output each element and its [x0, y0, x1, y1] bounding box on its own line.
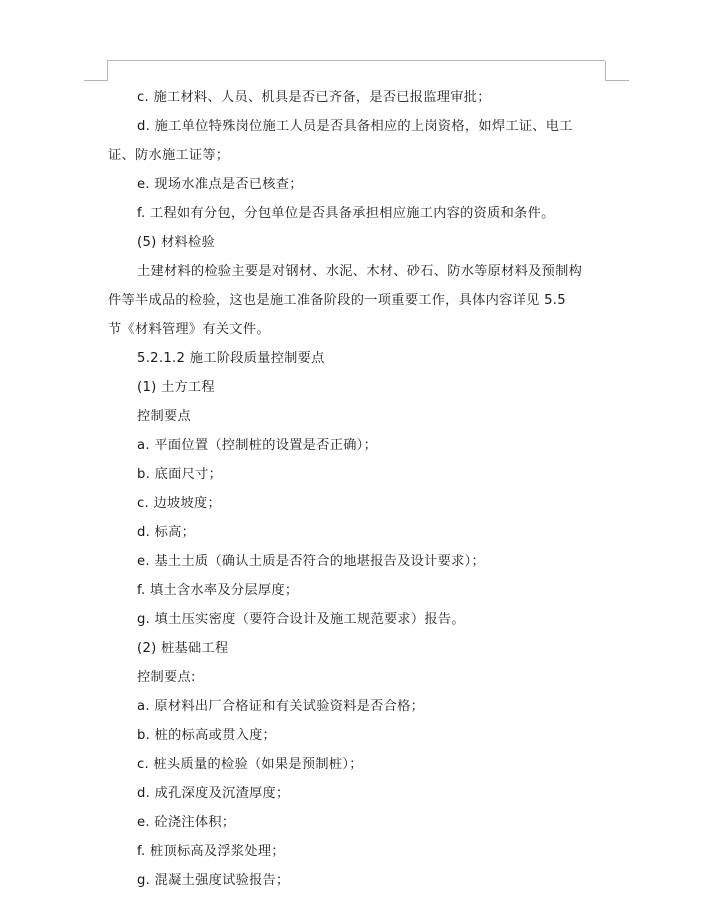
list-item: g. 填土压实密度（要符合设计及施工规范要求）报告。: [137, 612, 465, 627]
text-line: c. 施工材料、人员、机具是否已齐备，是否已报监理审批；: [137, 90, 491, 105]
list-item: b. 桩的标高或贯入度；: [137, 728, 277, 743]
section-heading: 5.2.1.2 施工阶段质量控制要点: [137, 351, 325, 366]
page-top-border: [107, 60, 605, 61]
list-item: c. 桩头质量的检验（如果是预制桩）；: [137, 757, 363, 772]
list-item: f. 填土含水率及分层厚度；: [137, 583, 299, 598]
list-item: e. 基土土质（确认土质是否符合的地堪报告及设计要求）；: [137, 554, 485, 569]
text-line: 节《材料管理》有关文件。: [108, 322, 270, 337]
section-heading: (5) 材料检验: [137, 235, 216, 250]
list-item: a. 原材料出厂合格证和有关试验资料是否合格；: [137, 699, 425, 714]
text-line: 土建材料的检验主要是对钢材、水泥、木材、砂石、防水等原材料及预制构: [137, 264, 583, 279]
list-item: e. 砼浇注体积；: [137, 815, 236, 830]
text-line: d. 施工单位特殊岗位施工人员是否具备相应的上岗资格，如焊工证、电工: [137, 119, 573, 134]
text-line: 件等半成品的检验，这也是施工准备阶段的一项重要工作，具体内容详见 5.5: [108, 293, 566, 308]
subheading: 控制要点: [137, 409, 191, 424]
list-item: c. 边坡坡度；: [137, 496, 221, 511]
list-item: d. 标高；: [137, 525, 196, 540]
list-item: b. 底面尺寸；: [137, 467, 223, 482]
list-item: a. 平面位置（控制桩的设置是否正确）；: [137, 438, 378, 453]
subheading: 控制要点:: [137, 670, 196, 685]
list-item: g. 混凝土强度试验报告；: [137, 873, 290, 888]
section-heading: (1) 土方工程: [137, 380, 216, 395]
text-line: f. 工程如有分包，分包单位是否具备承担相应施工内容的资质和条件。: [137, 206, 555, 221]
text-line: e. 现场水准点是否已核查；: [137, 177, 303, 192]
list-item: d. 成孔深度及沉渣厚度；: [137, 786, 290, 801]
page-corner-mark-left: [84, 61, 108, 81]
list-item: f. 桩顶标高及浮浆处理；: [137, 844, 285, 859]
text-line: 证、防水施工证等；: [108, 148, 230, 163]
page-corner-mark-right: [605, 61, 629, 81]
section-heading: (2) 桩基础工程: [137, 641, 229, 656]
